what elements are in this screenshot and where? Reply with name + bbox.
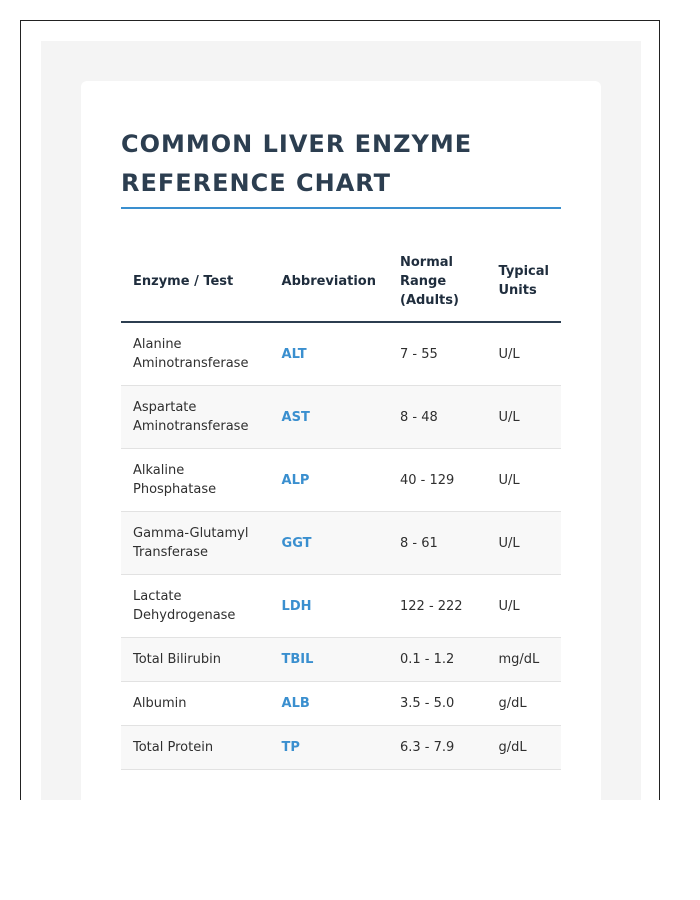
header-normal-range: Normal Range (Adults) [388,241,487,322]
normal-range: 6.3 - 7.9 [388,726,487,770]
header-enzyme-test: Enzyme / Test [121,241,270,322]
normal-range: 8 - 61 [388,512,487,575]
reference-card [81,81,601,800]
enzyme-name: Aspartate Aminotransferase [121,386,270,449]
table-header-row [121,241,561,322]
enzyme-abbreviation: TP [270,726,388,770]
table-row [121,449,561,512]
table-row [121,386,561,449]
typical-units: U/L [487,386,562,449]
normal-range: 0.1 - 1.2 [388,638,487,682]
enzyme-abbreviation: ALT [270,322,388,386]
enzyme-name: Gamma-Glutamyl Transferase [121,512,270,575]
normal-range: 3.5 - 5.0 [388,682,487,726]
enzyme-name: Total Bilirubin [121,638,270,682]
normal-range: 122 - 222 [388,575,487,638]
table-row [121,322,561,386]
table-row [121,638,561,682]
typical-units: U/L [487,449,562,512]
enzyme-name: Lactate Dehydrogenase [121,575,270,638]
typical-units: U/L [487,512,562,575]
enzyme-abbreviation: AST [270,386,388,449]
page-frame [20,20,660,800]
normal-range: 8 - 48 [388,386,487,449]
typical-units: U/L [487,322,562,386]
page-backdrop [41,41,641,800]
typical-units: U/L [487,575,562,638]
enzyme-abbreviation: LDH [270,575,388,638]
table-row [121,682,561,726]
normal-range: 7 - 55 [388,322,487,386]
table-row [121,726,561,770]
table-row [121,512,561,575]
enzyme-abbreviation: GGT [270,512,388,575]
enzyme-name: Alanine Aminotransferase [121,322,270,386]
typical-units: g/dL [487,726,562,770]
header-typical-units: Typical Units [487,241,562,322]
enzyme-name: Total Protein [121,726,270,770]
enzyme-name: Albumin [121,682,270,726]
table-row [121,575,561,638]
normal-range: 40 - 129 [388,449,487,512]
enzyme-name: Alkaline Phosphatase [121,449,270,512]
enzyme-abbreviation: ALB [270,682,388,726]
title-divider [121,207,561,209]
enzyme-abbreviation: TBIL [270,638,388,682]
typical-units: mg/dL [487,638,562,682]
page-title: COMMON LIVER ENZYME REFERENCE CHART [121,130,473,197]
enzyme-abbreviation: ALP [270,449,388,512]
reference-table [121,241,561,770]
typical-units: g/dL [487,682,562,726]
header-abbreviation: Abbreviation [270,241,388,322]
